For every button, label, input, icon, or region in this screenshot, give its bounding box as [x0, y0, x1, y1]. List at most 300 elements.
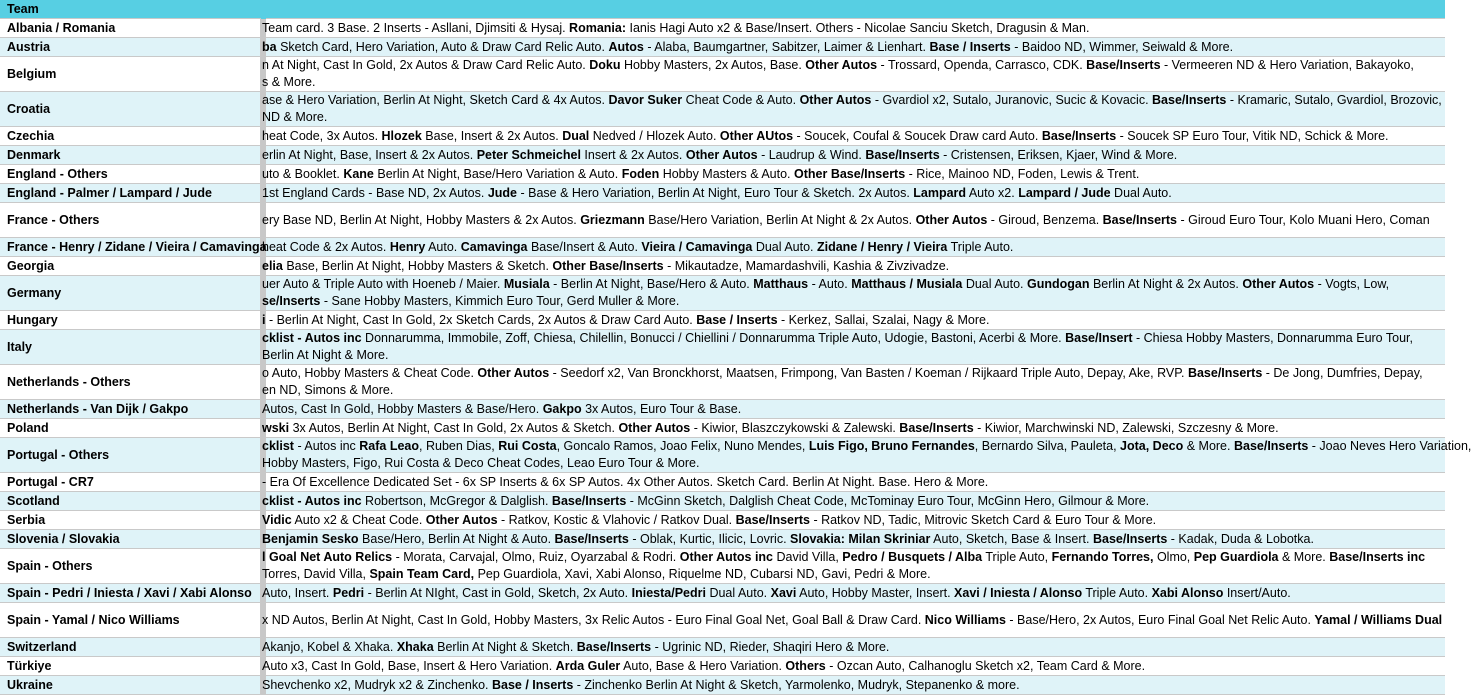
text-run: ery Base ND, Berlin At Night, Hobby Masters & 2x Autos. — [262, 212, 581, 227]
bold-text-run: Other Autos — [1242, 277, 1315, 291]
text-run: - Vermeeren ND & Hero Variation, Bakayoko, — [1160, 58, 1414, 72]
text-run: Shevchenko x2, Mudryk x2 & Zinchenko. — [262, 677, 492, 692]
text-run: Ianis Hagi Auto x2 & Base/Insert. Others - Nicolae Sanciu Sketch, Dragusin & Man. — [626, 20, 1090, 35]
team-cell[interactable]: Serbia — [0, 511, 260, 530]
text-run: - Berlin At Night, Cast In Gold, 2x Sketch Cards, 2x Autos & Draw Card Auto. — [265, 312, 697, 327]
description-cell[interactable] — [262, 473, 1445, 492]
bold-text-run: Zidane / Henry / Vieira — [816, 239, 948, 254]
text-run: Pep Guardiola, Xavi, Xabi Alonso, Riquelme ND, Cubarsi ND, Gavi, Pedri & More. — [474, 567, 931, 581]
text-run: Auto. — [425, 239, 461, 254]
bold-text-run: Rafa Leao — [359, 439, 420, 453]
bold-text-run: Base/Inserts — [551, 493, 627, 508]
bold-text-run: Xabi Alonso — [1151, 585, 1224, 600]
bold-text-run: Xhaka — [396, 639, 434, 654]
description-line — [262, 258, 1445, 275]
bold-text-run: Spain Team Card, — [369, 567, 475, 581]
text-run: David Villa, — [773, 550, 843, 564]
bold-text-run: Davor Suker — [608, 93, 683, 107]
description-cell[interactable] — [262, 92, 1445, 127]
table-row — [0, 203, 1445, 238]
description-clip — [262, 531, 1445, 548]
description-cell[interactable] — [262, 330, 1445, 365]
text-run: - McGinn Sketch, Dalglish Cheat Code, McTominay Euro Tour, McGinn Hero, Gilmour & More. — [626, 493, 1150, 508]
description-line — [262, 128, 1445, 145]
text-run: ND & More. — [262, 110, 328, 124]
table-row — [0, 419, 1445, 438]
text-run: - Era Of Excellence Dedicated Set - 6x SP Inserts & 6x SP Autos. 4x Other Autos. Sketch Card. Berlin At Night. Base. Hero & More. — [262, 474, 989, 489]
text-run: Auto, Base & Hero Variation. — [620, 658, 786, 673]
bold-text-run: Yamal / Williams Dual — [1314, 612, 1443, 627]
bold-text-run: Base/Inserts — [1233, 439, 1309, 453]
text-run: Donnarumma, Immobile, Zoff, Chiesa, Chilellin, Bonucci / Chiellini / Donnarumma Triple Auto, Udogie, Bastoni, Acerbi & More. — [361, 331, 1066, 345]
description-line — [262, 401, 1445, 418]
description-line — [262, 639, 1445, 656]
description-cell[interactable] — [262, 530, 1445, 549]
description-line — [262, 312, 1445, 329]
table-row — [0, 19, 1445, 38]
team-cell[interactable]: Spain - Yamal / Nico Williams — [0, 603, 260, 638]
text-run: Dual Auto. — [752, 239, 817, 254]
text-run: - Ratkov ND, Tadic, Mitrovic Sketch Card & Euro Tour & More. — [809, 512, 1157, 527]
text-run: - Kadak, Duda & Lobotka. — [1167, 531, 1314, 546]
text-run: - Autos inc — [293, 439, 360, 453]
text-run: Base, Insert & 2x Autos. — [421, 128, 563, 143]
text-run: x ND Autos, Berlin At Night, Cast In Gold, Hobby Masters, 3x Relic Autos - Euro Final Goal Net, Goal Ball & Draw Card. — [262, 612, 925, 627]
description-cell[interactable] — [262, 365, 1445, 400]
text-run: - Alaba, Baumgartner, Sabitzer, Laimer & Lienhart. — [643, 39, 930, 54]
text-run: , Bernardo Silva, Pauleta, — [974, 439, 1121, 453]
text-run: - Gvardiol x2, Sutalo, Juranovic, Sucic & Kovacic. — [871, 93, 1153, 107]
team-cell[interactable]: Scotland — [0, 492, 260, 511]
text-run: - Vogts, Low, — [1314, 277, 1390, 291]
bold-text-run: Hlozek — [381, 128, 422, 143]
description-line — [262, 347, 1445, 364]
text-run: Base/Hero Variation, Berlin At Night & 2x Autos. — [644, 212, 916, 227]
text-run: Akanjo, Kobel & Xhaka. — [262, 639, 397, 654]
table-row — [0, 638, 1445, 657]
description-cell[interactable] — [262, 603, 1445, 638]
bold-text-run: Jude — [487, 185, 517, 200]
description-clip — [262, 212, 1445, 229]
text-run: ase & Hero Variation, Berlin At Night, Sketch Card & 4x Autos. — [262, 93, 609, 107]
text-run: - Soucek, Coufal & Soucek Draw card Auto. — [793, 128, 1042, 143]
bold-text-run: wski — [262, 420, 290, 435]
description-cell[interactable] — [262, 19, 1445, 38]
bold-text-run: cklist - Autos inc — [262, 331, 362, 345]
description-clip — [262, 639, 1445, 656]
bold-text-run: Pep Guardiola — [1193, 550, 1279, 564]
description-cell[interactable] — [262, 257, 1445, 276]
text-run: Auto x2. — [966, 185, 1019, 200]
description-clip — [262, 365, 1445, 399]
team-cell[interactable]: Portugal - CR7 — [0, 473, 260, 492]
text-run: Hobby Masters, Figo, Rui Costa & Deco Cheat Codes, Leao Euro Tour & More. — [262, 456, 700, 470]
bold-text-run: Peter Schmeichel — [476, 147, 581, 162]
description-cell[interactable] — [262, 676, 1445, 695]
description-cell[interactable] — [262, 276, 1445, 311]
text-run: , Ruben Dias, — [419, 439, 499, 453]
description-clip — [262, 166, 1445, 183]
team-cell[interactable]: Georgia — [0, 257, 260, 276]
text-run: - Morata, Carvajal, Olmo, Ruiz, Oyarzabal & Rodri. — [392, 550, 680, 564]
text-run: - Baidoo ND, Wimmer, Seiwald & More. — [1010, 39, 1234, 54]
bold-text-run: Other Autos — [477, 366, 550, 380]
table-row — [0, 676, 1445, 695]
description-cell[interactable] — [262, 657, 1445, 676]
table-row — [0, 238, 1445, 257]
description-clip — [262, 92, 1445, 126]
text-run: en ND, Simons & More. — [262, 383, 394, 397]
team-cell[interactable]: Czechia — [0, 127, 260, 146]
text-run: - Ozcan Auto, Calhanoglu Sketch x2, Team Card & More. — [825, 658, 1146, 673]
text-run: uto & Booklet. — [262, 166, 344, 181]
description-clip — [262, 585, 1445, 602]
text-run: - Cristensen, Eriksen, Kjaer, Wind & More. — [939, 147, 1178, 162]
bold-text-run: Base/Inserts inc — [1329, 550, 1426, 564]
description-line — [262, 20, 1445, 37]
bold-text-run: Others — [785, 658, 826, 673]
bold-text-run: Base/Inserts — [1187, 366, 1263, 380]
text-run: Auto x3, Cast In Gold, Base, Insert & Hero Variation. — [262, 658, 556, 673]
table-row — [0, 38, 1445, 57]
text-run: Nedved / Hlozek Auto. — [589, 128, 720, 143]
text-run: - Oblak, Kurtic, Ilicic, Lovric. — [628, 531, 791, 546]
bold-text-run: Other Base/Inserts — [794, 166, 906, 181]
table-row — [0, 127, 1445, 146]
description-cell[interactable] — [262, 127, 1445, 146]
description-line — [262, 109, 1445, 126]
text-run: Auto, Insert. — [262, 585, 333, 600]
bold-text-run: Base/Inserts — [1086, 58, 1161, 72]
team-cell[interactable]: France - Henry / Zidane / Vieira / Camavinga — [0, 238, 260, 257]
description-clip — [262, 20, 1445, 37]
text-run: - Ratkov, Kostic & Vlahovic / Ratkov Dual. — [497, 512, 736, 527]
text-run: & More. — [1183, 439, 1234, 453]
description-line — [262, 185, 1445, 202]
text-run: Sketch Card, Hero Variation, Auto & Draw Card Relic Auto. — [276, 39, 609, 54]
bold-text-run: Base / Inserts — [929, 39, 1011, 54]
bold-text-run: Autos — [608, 39, 644, 54]
bold-text-run: Other Base/Inserts — [552, 258, 664, 273]
description-line — [262, 365, 1445, 382]
text-run: erlin At Night, Base, Insert & 2x Autos. — [262, 147, 477, 162]
text-run: - Kiwior, Marchwinski ND, Zalewski, Szczesny & More. — [973, 420, 1279, 435]
description-cell[interactable] — [262, 38, 1445, 57]
description-cell[interactable] — [262, 438, 1471, 473]
team-cell[interactable]: Poland — [0, 419, 260, 438]
description-clip — [262, 239, 1445, 256]
bold-text-run: Camavinga — [460, 239, 528, 254]
description-line — [262, 438, 1471, 455]
description-clip — [262, 276, 1445, 310]
bold-text-run: Lampard / Jude — [1018, 185, 1111, 200]
bold-text-run: Gundogan — [1026, 277, 1090, 291]
text-run: Auto, Sketch, Base & Insert. — [930, 531, 1093, 546]
bold-text-run: Other AUtos — [719, 128, 794, 143]
table-row — [0, 492, 1445, 511]
bold-text-run: Base/Inserts — [1152, 93, 1227, 107]
description-clip — [262, 549, 1445, 583]
team-cell[interactable]: Spain - Pedri / Iniesta / Xavi / Xabi Alonso — [0, 584, 260, 603]
bold-text-run: Lampard — [913, 185, 967, 200]
team-cell[interactable]: Croatia — [0, 92, 260, 127]
description-line — [262, 293, 1445, 310]
description-cell[interactable] — [262, 511, 1445, 530]
text-run: Olmo, — [1153, 550, 1194, 564]
table-row — [0, 438, 1445, 473]
bold-text-run: Luis Figo, Bruno Fernandes — [808, 439, 975, 453]
bold-text-run: Base/Inserts — [1092, 531, 1168, 546]
description-clip — [262, 147, 1445, 164]
text-run: - Kramaric, Sutalo, Gvardiol, Brozovic, — [1226, 93, 1442, 107]
description-cell[interactable] — [262, 400, 1445, 419]
text-run: - Kerkez, Sallai, Szalai, Nagy & More. — [777, 312, 990, 327]
bold-text-run: Base/Insert — [1065, 331, 1133, 345]
description-line — [262, 57, 1445, 74]
description-clip — [262, 438, 1471, 472]
text-run: Base/Hero, Berlin At Night & Auto. — [358, 531, 555, 546]
description-line — [262, 147, 1445, 164]
text-run: Auto, Hobby Master, Insert. — [796, 585, 955, 600]
text-run: Berlin At Night & 2x Autos. — [1089, 277, 1243, 291]
description-clip — [262, 401, 1445, 418]
team-cell[interactable]: Austria — [0, 38, 260, 57]
table-row — [0, 530, 1445, 549]
bold-text-run: Base/Inserts — [735, 512, 810, 527]
bold-text-run: Base/Inserts — [1041, 128, 1117, 143]
bold-text-run: Pedri — [332, 585, 365, 600]
description-line — [262, 420, 1445, 437]
bold-text-run: Vieira / Camavinga — [641, 239, 753, 254]
bold-text-run: Kane — [343, 166, 374, 181]
text-run: n At Night, Cast In Gold, 2x Autos & Draw Card Relic Auto. — [262, 58, 590, 72]
team-cell[interactable]: Albania / Romania — [0, 19, 260, 38]
description-line — [262, 512, 1445, 529]
description-line — [262, 92, 1445, 109]
description-clip — [262, 493, 1445, 510]
table-row — [0, 365, 1445, 400]
description-clip — [262, 39, 1445, 56]
description-line — [262, 39, 1445, 56]
text-run: - Base & Hero Variation, Berlin At Night, Euro Tour & Sketch. 2x Autos. — [517, 185, 914, 200]
text-run: Base/Insert & Auto. — [527, 239, 642, 254]
description-clip — [262, 420, 1445, 437]
bold-text-run: Gakpo — [542, 401, 582, 416]
team-cell[interactable]: Hungary — [0, 311, 260, 330]
header-team-cell[interactable]: Team — [0, 0, 260, 19]
team-cell[interactable]: France - Others — [0, 203, 260, 238]
bold-text-run: Base/Inserts — [554, 531, 629, 546]
text-run: Autos, Cast In Gold, Hobby Masters & Base/Hero. — [262, 401, 543, 416]
bold-text-run: ba — [262, 39, 277, 54]
table-row — [0, 184, 1445, 203]
text-run: heat Code, 3x Autos. — [262, 128, 382, 143]
text-run: Hobby Masters & Auto. — [659, 166, 795, 181]
description-line — [262, 566, 1445, 583]
bold-text-run: Other Autos inc — [679, 550, 774, 564]
description-line — [262, 474, 1445, 491]
text-run: o Auto, Hobby Masters & Cheat Code. — [262, 366, 478, 380]
text-run: - De Jong, Dumfries, Depay, — [1262, 366, 1423, 380]
description-clip — [262, 474, 1445, 491]
bold-text-run: Base/Inserts — [1102, 212, 1178, 227]
bold-text-run: Dual — [562, 128, 590, 143]
text-run: Insert & 2x Autos. — [580, 147, 686, 162]
bold-text-run: Arda Guler — [555, 658, 621, 673]
bold-text-run: Foden — [621, 166, 660, 181]
team-cell[interactable]: Türkiye — [0, 657, 260, 676]
team-cell[interactable]: Slovenia / Slovakia — [0, 530, 260, 549]
text-run: Insert/Auto. — [1223, 585, 1291, 600]
bold-text-run: Xavi — [770, 585, 797, 600]
team-cell[interactable]: Switzerland — [0, 638, 260, 657]
table-row — [0, 603, 1445, 638]
text-run: Triple Auto. — [1082, 585, 1152, 600]
text-run: - Soucek SP Euro Tour, Vitik ND, Schick & More. — [1116, 128, 1389, 143]
team-cell[interactable]: Netherlands - Van Dijk / Gakpo — [0, 400, 260, 419]
bold-text-run: elia — [262, 258, 283, 273]
table-row — [0, 165, 1445, 184]
bold-text-run: Slovakia: Milan Skriniar — [790, 531, 931, 546]
text-run: Cheat Code & Auto. — [682, 93, 800, 107]
text-run: Dual Auto. — [1110, 185, 1172, 200]
table-row — [0, 549, 1445, 584]
bold-text-run: Doku — [589, 58, 621, 72]
bold-text-run: Other Autos — [915, 212, 988, 227]
description-line — [262, 74, 1445, 91]
table-row — [0, 92, 1445, 127]
team-cell[interactable]: Italy — [0, 330, 260, 365]
text-run: Robertson, McGregor & Dalglish. — [361, 493, 552, 508]
text-run: 3x Autos, Euro Tour & Base. — [581, 401, 742, 416]
description-line — [262, 549, 1445, 566]
text-run: Triple Auto, — [982, 550, 1052, 564]
description-clip — [262, 612, 1445, 629]
bold-text-run: Fernando Torres, — [1051, 550, 1154, 564]
header-row — [0, 0, 1445, 19]
text-run: - Kiwior, Blaszczykowski & Zalewski. — [690, 420, 900, 435]
text-run: Auto x2 & Cheat Code. — [291, 512, 426, 527]
description-line — [262, 677, 1445, 694]
bold-text-run: Henry — [389, 239, 426, 254]
bold-text-run: Matthaus / Musiala — [851, 277, 963, 291]
description-line — [262, 493, 1445, 510]
description-line — [262, 382, 1445, 399]
text-run: - Auto. — [808, 277, 852, 291]
text-run: - Zinchenko Berlin At Night & Sketch, Yarmolenko, Mudryk, Stepanenko & more. — [573, 677, 1020, 692]
text-run: - Ugrinic ND, Rieder, Shaqiri Hero & More. — [651, 639, 890, 654]
bold-text-run: Musiala — [503, 277, 550, 291]
description-cell[interactable] — [262, 184, 1445, 203]
bold-text-run: se/Inserts — [262, 294, 321, 308]
description-cell[interactable] — [262, 549, 1445, 584]
description-line — [262, 330, 1445, 347]
bold-text-run: Other Autos — [425, 512, 498, 527]
description-line — [262, 455, 1445, 472]
bold-text-run: Base/Inserts — [576, 639, 652, 654]
description-line — [262, 239, 1445, 256]
text-run: , Goncalo Ramos, Joao Felix, Nuno Mendes, — [556, 439, 809, 453]
bold-text-run: Base/Inserts — [865, 147, 940, 162]
description-cell[interactable] — [262, 638, 1445, 657]
text-run: - Giroud Euro Tour, Kolo Muani Hero, Coman — [1177, 212, 1430, 227]
text-run: - Seedorf x2, Van Bronckhorst, Maatsen, Frimpong, Van Basten / Koeman / Rijkaard Triple Auto, Depay, Ake, RVP. — [549, 366, 1188, 380]
description-cell[interactable] — [262, 419, 1445, 438]
text-run: & More. — [1278, 550, 1330, 564]
description-line — [262, 276, 1445, 293]
description-line — [262, 212, 1445, 229]
table-row — [0, 584, 1445, 603]
team-cell[interactable]: Portugal - Others — [0, 438, 260, 473]
text-run: - Joao Neves Hero Variation, — [1308, 439, 1471, 453]
bold-text-run: Iniesta/Pedri — [631, 585, 706, 600]
description-cell[interactable] — [262, 165, 1445, 184]
text-run: Triple Auto. — [947, 239, 1014, 254]
table-row — [0, 311, 1445, 330]
bold-text-run: l Goal Net Auto Relics — [262, 550, 393, 564]
bold-text-run: Base / Inserts — [491, 677, 574, 692]
text-run: - Sane Hobby Masters, Kimmich Euro Tour, Gerd Muller & More. — [320, 294, 680, 308]
description-clip — [262, 658, 1445, 675]
text-run: - Base/Hero, 2x Autos, Euro Final Goal Net Relic Auto. — [1005, 612, 1315, 627]
bold-text-run: Other Autos — [685, 147, 758, 162]
team-cell[interactable]: Netherlands - Others — [0, 365, 260, 400]
description-clip — [262, 512, 1445, 529]
bold-text-run: Nico Williams — [924, 612, 1006, 627]
team-cell[interactable]: Spain - Others — [0, 549, 260, 584]
description-cell[interactable] — [262, 57, 1445, 92]
team-cell[interactable]: Germany — [0, 276, 260, 311]
description-cell[interactable] — [262, 311, 1445, 330]
text-run: heat Code & 2x Autos. — [262, 239, 390, 254]
table-row — [0, 330, 1445, 365]
description-cell[interactable] — [262, 238, 1445, 257]
text-run: Torres, David Villa, — [262, 567, 370, 581]
description-line — [262, 612, 1445, 629]
team-cell[interactable]: England - Palmer / Lampard / Jude — [0, 184, 260, 203]
team-cell[interactable]: Ukraine — [0, 676, 260, 695]
description-cell[interactable] — [262, 492, 1445, 511]
text-run: 3x Autos, Berlin At Night, Cast In Gold, 2x Autos & Sketch. — [289, 420, 619, 435]
description-clip — [262, 185, 1445, 202]
team-cell[interactable]: England - Others — [0, 165, 260, 184]
text-run: Berlin At Night & Sketch. — [433, 639, 577, 654]
table-row — [0, 400, 1445, 419]
text-run: - Chiesa Hobby Masters, Donnarumma Euro Tour, — [1132, 331, 1413, 345]
text-run: Dual Auto. — [705, 585, 771, 600]
team-cell[interactable]: Denmark — [0, 146, 260, 165]
text-run: - Rice, Mainoo ND, Foden, Lewis & Trent. — [905, 166, 1140, 181]
bold-text-run: cklist - Autos inc — [262, 493, 362, 508]
text-run: Base, Berlin At Night, Hobby Masters & Sketch. — [282, 258, 553, 273]
header-description-cell[interactable] — [266, 0, 1445, 19]
text-run: Berlin At Night & More. — [262, 348, 389, 362]
bold-text-run: Other Autos — [805, 58, 878, 72]
description-cell[interactable] — [262, 146, 1445, 165]
bold-text-run: Griezmann — [580, 212, 645, 227]
bold-text-run: Benjamin Sesko — [262, 531, 359, 546]
bold-text-run: Base/Inserts — [899, 420, 974, 435]
table-row — [0, 146, 1445, 165]
bold-text-run: Pedro / Busquets / Alba — [842, 550, 983, 564]
team-cell[interactable]: Belgium — [0, 57, 260, 92]
text-run: Team card. 3 Base. 2 Inserts - Asllani, Djimsiti & Hysaj. — [262, 20, 570, 35]
bold-text-run: cklist — [262, 439, 294, 453]
bold-text-run: Vidic — [262, 512, 292, 527]
text-run: - Berlin At Night, Base/Hero & Auto. — [549, 277, 754, 291]
description-cell[interactable] — [262, 584, 1445, 603]
description-cell[interactable] — [262, 203, 1445, 238]
